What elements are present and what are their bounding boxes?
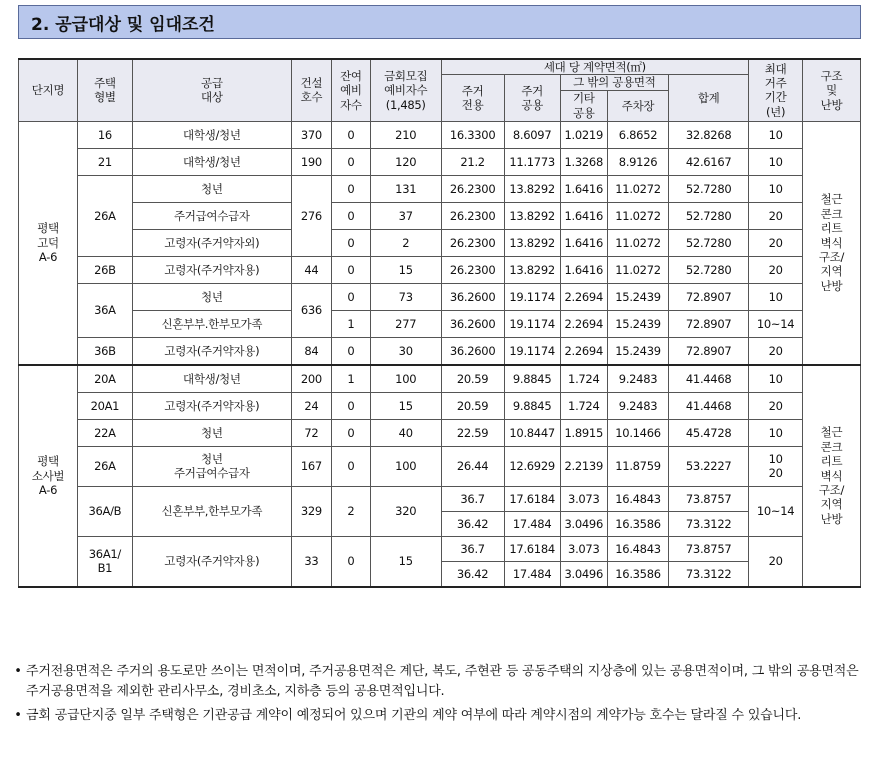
cell-parking: 16.3586: [607, 511, 668, 536]
cell-total: 73.3122: [669, 511, 749, 536]
header-res-exclusive: 주거 전용: [441, 75, 504, 121]
cell-parking: 9.2483: [607, 392, 668, 419]
cell-period: 20: [749, 337, 803, 365]
cell-common: 19.1174: [504, 310, 560, 337]
cell-remaining: 0: [331, 419, 370, 446]
cell-recruit: 210: [370, 121, 441, 148]
cell-target: 신혼부부,한부모가족: [132, 486, 291, 536]
cell-target: 청년 주거급여수급자: [132, 446, 291, 486]
cell-type: 36A: [78, 283, 133, 337]
cell-type: 36B: [78, 337, 133, 365]
cell-type: 36A/B: [78, 486, 133, 536]
cell-total: 32.8268: [669, 121, 749, 148]
cell-period: 10: [749, 121, 803, 148]
cell-units: 636: [291, 283, 331, 337]
cell-target: 신혼부부.한부모가족: [132, 310, 291, 337]
cell-common: 13.8292: [504, 256, 560, 283]
cell-total: 45.4728: [669, 419, 749, 446]
cell-remaining: 0: [331, 229, 370, 256]
cell-parking: 16.3586: [607, 561, 668, 587]
cell-parking: 11.8759: [607, 446, 668, 486]
cell-common: 11.1773: [504, 148, 560, 175]
cell-units: 84: [291, 337, 331, 365]
cell-recruit: 40: [370, 419, 441, 446]
cell-target: 고령자(주거약자용): [132, 536, 291, 587]
cell-other-common: 3.0496: [560, 511, 607, 536]
cell-common: 17.484: [504, 561, 560, 587]
cell-total: 42.6167: [669, 148, 749, 175]
header-complex: 단지명: [19, 59, 78, 121]
note-text: 주거전용면적은 주거의 용도로만 쓰이는 면적이며, 주거공용면적은 계단, 복도, 주현관 등 공동주택의 지상층에 있는 공용면적이며, 그 밖의 공용면적은 주거공용면적을 제외한 관리사무소, 경비초소, 지하층 등의 공용면적입니다.: [26, 664, 859, 700]
cell-parking: 11.0272: [607, 256, 668, 283]
cell-remaining: 0: [331, 392, 370, 419]
cell-target: 고령자(주거약자외): [132, 229, 291, 256]
cell-common: 8.6097: [504, 121, 560, 148]
cell-parking: 9.2483: [607, 365, 668, 393]
cell-units: 200: [291, 365, 331, 393]
cell-recruit: 2: [370, 229, 441, 256]
cell-period: 20: [749, 229, 803, 256]
cell-common: 12.6929: [504, 446, 560, 486]
cell-exclusive: 36.7: [441, 486, 504, 511]
cell-other-common: 2.2694: [560, 310, 607, 337]
cell-recruit: 30: [370, 337, 441, 365]
cell-exclusive: 36.2600: [441, 337, 504, 365]
cell-total: 41.4468: [669, 365, 749, 393]
cell-exclusive: 22.59: [441, 419, 504, 446]
cell-common: 9.8845: [504, 392, 560, 419]
cell-exclusive: 26.2300: [441, 229, 504, 256]
cell-recruit: 277: [370, 310, 441, 337]
cell-target: 청년: [132, 175, 291, 202]
cell-target: 고령자(주거약자용): [132, 337, 291, 365]
cell-other-common: 1.8915: [560, 419, 607, 446]
cell-period: 10~14: [749, 486, 803, 536]
header-area-group: 세대 당 계약면적(㎡): [441, 59, 749, 75]
cell-total: 52.7280: [669, 256, 749, 283]
header-units: 건설 호수: [291, 59, 331, 121]
header-parking: 주차장: [607, 90, 668, 121]
cell-recruit: 100: [370, 365, 441, 393]
cell-period: 20: [749, 536, 803, 587]
cell-common: 10.8447: [504, 419, 560, 446]
header-reserve-recruit: 금회모집 예비자수 (1,485): [370, 59, 441, 121]
cell-exclusive: 26.44: [441, 446, 504, 486]
cell-target: 대학생/청년: [132, 365, 291, 393]
header-other-common-group: 그 밖의 공용면적: [560, 75, 669, 90]
cell-type: 22A: [78, 419, 133, 446]
cell-parking: 16.4843: [607, 486, 668, 511]
note-item: [10, 662, 870, 702]
cell-remaining: 1: [331, 310, 370, 337]
cell-period: 10: [749, 419, 803, 446]
cell-exclusive: 26.2300: [441, 175, 504, 202]
complex-name: 평택 소사벌 A-6: [19, 365, 78, 587]
cell-remaining: 0: [331, 256, 370, 283]
cell-common: 13.8292: [504, 229, 560, 256]
cell-parking: 11.0272: [607, 229, 668, 256]
cell-parking: 16.4843: [607, 536, 668, 561]
header-other-common: 기타 공용: [560, 90, 607, 121]
cell-exclusive: 16.3300: [441, 121, 504, 148]
cell-other-common: 1.3268: [560, 148, 607, 175]
cell-total: 52.7280: [669, 229, 749, 256]
cell-other-common: 1.6416: [560, 202, 607, 229]
cell-parking: 15.2439: [607, 310, 668, 337]
cell-exclusive: 36.2600: [441, 310, 504, 337]
cell-type: 20A: [78, 365, 133, 393]
cell-exclusive: 36.42: [441, 511, 504, 536]
cell-period: 10: [749, 148, 803, 175]
cell-parking: 6.8652: [607, 121, 668, 148]
cell-parking: 15.2439: [607, 283, 668, 310]
cell-parking: 15.2439: [607, 337, 668, 365]
header-target: 공급 대상: [132, 59, 291, 121]
cell-type: 21: [78, 148, 133, 175]
cell-target: 주거급여수급자: [132, 202, 291, 229]
cell-remaining: 0: [331, 446, 370, 486]
cell-common: 13.8292: [504, 202, 560, 229]
cell-other-common: 2.2139: [560, 446, 607, 486]
cell-recruit: 131: [370, 175, 441, 202]
cell-other-common: 2.2694: [560, 337, 607, 365]
cell-period: 20: [749, 202, 803, 229]
cell-total: 52.7280: [669, 175, 749, 202]
cell-recruit: 120: [370, 148, 441, 175]
cell-units: 44: [291, 256, 331, 283]
cell-other-common: 1.0219: [560, 121, 607, 148]
cell-remaining: 0: [331, 536, 370, 587]
cell-parking: 11.0272: [607, 175, 668, 202]
cell-other-common: 3.073: [560, 486, 607, 511]
section-title: 2. 공급대상 및 임대조건: [18, 5, 861, 39]
cell-recruit: 15: [370, 392, 441, 419]
cell-total: 73.8757: [669, 486, 749, 511]
complex-name: 평택 고덕 A-6: [19, 121, 78, 365]
cell-target: 대학생/청년: [132, 148, 291, 175]
cell-recruit: 100: [370, 446, 441, 486]
cell-common: 17.6184: [504, 486, 560, 511]
notes: [10, 662, 870, 730]
cell-remaining: 0: [331, 202, 370, 229]
cell-period: 10: [749, 283, 803, 310]
cell-exclusive: 36.7: [441, 536, 504, 561]
cell-common: 17.484: [504, 511, 560, 536]
cell-total: 53.2227: [669, 446, 749, 486]
cell-type: 16: [78, 121, 133, 148]
cell-total: 73.8757: [669, 536, 749, 561]
cell-other-common: 1.724: [560, 392, 607, 419]
cell-other-common: 3.0496: [560, 561, 607, 587]
cell-remaining: 0: [331, 121, 370, 148]
cell-remaining: 1: [331, 365, 370, 393]
cell-units: 329: [291, 486, 331, 536]
cell-remaining: 0: [331, 148, 370, 175]
cell-common: 13.8292: [504, 175, 560, 202]
cell-other-common: 2.2694: [560, 283, 607, 310]
cell-total: 72.8907: [669, 283, 749, 310]
cell-exclusive: 20.59: [441, 392, 504, 419]
note-text: 금회 공급단지중 일부 주택형은 기관공급 계약이 예정되어 있으며 기관의 계약 여부에 따라 계약시점의 계약가능 호수는 달라질 수 있습니다.: [26, 708, 802, 724]
structure-cell: 철근 콘크 리트 벽식 구조/ 지역 난방: [802, 121, 860, 365]
bullet-icon: •: [14, 708, 22, 724]
header-structure: 구조 및 난방: [802, 59, 860, 121]
cell-other-common: 1.6416: [560, 256, 607, 283]
cell-other-common: 1.6416: [560, 175, 607, 202]
cell-units: 167: [291, 446, 331, 486]
cell-type: 26A: [78, 175, 133, 256]
cell-period: 20: [749, 256, 803, 283]
cell-other-common: 1.724: [560, 365, 607, 393]
cell-remaining: 0: [331, 283, 370, 310]
header-house-type: 주택 형별: [78, 59, 133, 121]
cell-remaining: 0: [331, 337, 370, 365]
cell-recruit: 37: [370, 202, 441, 229]
cell-units: 24: [291, 392, 331, 419]
cell-units: 72: [291, 419, 331, 446]
cell-period: 20: [749, 392, 803, 419]
cell-parking: 11.0272: [607, 202, 668, 229]
cell-exclusive: 20.59: [441, 365, 504, 393]
cell-exclusive: 36.42: [441, 561, 504, 587]
cell-remaining: 2: [331, 486, 370, 536]
cell-other-common: 1.6416: [560, 229, 607, 256]
bullet-icon: •: [14, 664, 22, 679]
header-reserve-remaining: 잔여 예비 자수: [331, 59, 370, 121]
cell-total: 52.7280: [669, 202, 749, 229]
cell-type: 36A1/ B1: [78, 536, 133, 587]
header-res-common: 주거 공용: [504, 75, 560, 121]
cell-recruit: 320: [370, 486, 441, 536]
cell-total: 72.8907: [669, 337, 749, 365]
cell-units: 190: [291, 148, 331, 175]
cell-other-common: 3.073: [560, 536, 607, 561]
cell-type: 26A: [78, 446, 133, 486]
cell-parking: 10.1466: [607, 419, 668, 446]
cell-total: 72.8907: [669, 310, 749, 337]
cell-remaining: 0: [331, 175, 370, 202]
cell-common: 19.1174: [504, 283, 560, 310]
cell-units: 33: [291, 536, 331, 587]
cell-common: 17.6184: [504, 536, 560, 561]
cell-target: 고령자(주거약자용): [132, 392, 291, 419]
header-max-period: 최대 거주 기간 (년): [749, 59, 803, 121]
cell-exclusive: 26.2300: [441, 202, 504, 229]
cell-target: 대학생/청년: [132, 121, 291, 148]
structure-cell: 철근 콘크 리트 벽식 구조/ 지역 난방: [802, 365, 860, 587]
cell-period: 10: [749, 365, 803, 393]
cell-recruit: 15: [370, 536, 441, 587]
cell-units: 276: [291, 175, 331, 256]
cell-total: 41.4468: [669, 392, 749, 419]
cell-recruit: 15: [370, 256, 441, 283]
cell-target: 청년: [132, 419, 291, 446]
cell-common: 9.8845: [504, 365, 560, 393]
cell-common: 19.1174: [504, 337, 560, 365]
header-total: 합계: [669, 75, 749, 121]
note-item: [10, 706, 870, 726]
cell-recruit: 73: [370, 283, 441, 310]
cell-type: 26B: [78, 256, 133, 283]
cell-exclusive: 21.2: [441, 148, 504, 175]
cell-units: 370: [291, 121, 331, 148]
cell-total: 73.3122: [669, 561, 749, 587]
supply-table: [18, 58, 861, 588]
cell-period: 10 20: [749, 446, 803, 486]
cell-exclusive: 26.2300: [441, 256, 504, 283]
cell-exclusive: 36.2600: [441, 283, 504, 310]
cell-period: 10: [749, 175, 803, 202]
cell-type: 20A1: [78, 392, 133, 419]
cell-target: 청년: [132, 283, 291, 310]
cell-target: 고령자(주거약자용): [132, 256, 291, 283]
cell-period: 10~14: [749, 310, 803, 337]
cell-parking: 8.9126: [607, 148, 668, 175]
